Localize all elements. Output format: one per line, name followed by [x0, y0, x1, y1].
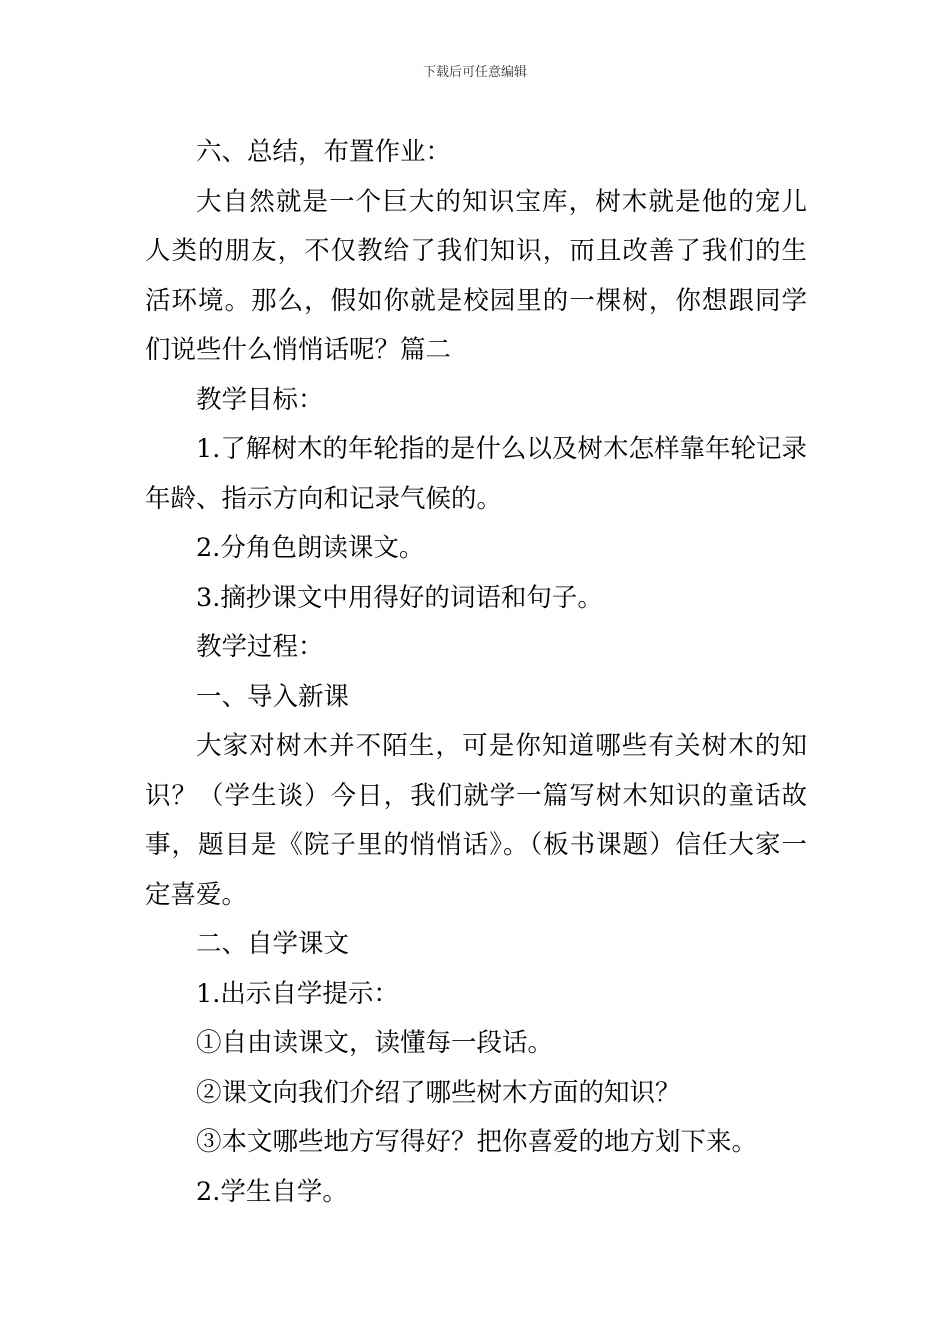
list-item: ③本文哪些地方写得好？把你喜爱的地方划下来。 — [196, 1127, 758, 1157]
list-item: 1.出示自学提示： — [196, 978, 399, 1009]
list-item: 3.摘抄课文中用得好的词语和句子。 — [196, 582, 603, 613]
list-item: 1.了解树木的年轮指的是什么以及树木怎样靠年轮记录年龄、指示方向和记录气候的。 — [145, 434, 807, 514]
list-item: ②课文向我们介绍了哪些树木方面的知识？ — [196, 1077, 681, 1108]
list-item: 2.学生自学。 — [196, 1176, 348, 1207]
section-heading-intro: 一、导入新课 — [196, 681, 350, 712]
document-body — [145, 128, 807, 1217]
list-item: ①自由读课文，读懂每一段话。 — [196, 1028, 554, 1058]
body-paragraph: 大自然就是一个巨大的知识宝库，树木就是他的宠儿人类的朋友，不仅教给了我们知识，而且改善了我们的生活环境。那么，假如你就是校园里的一棵树，你想跟同学们说些什么悄悄话呢？篇二 — [145, 186, 807, 365]
page-header: 下载后可任意编辑 — [422, 65, 527, 80]
section-heading-objectives: 教学目标： — [196, 384, 324, 415]
list-item: 2.分角色朗读课文。 — [196, 533, 425, 563]
section-heading-process: 教学过程： — [196, 632, 324, 662]
body-paragraph: 大家对树木并不陌生，可是你知道哪些有关树木的知识？（学生谈）今日，我们就学一篇写树木知识的童话故事，题目是《院子里的悄悄话》。（板书课题）信任大家一定喜爱。 — [145, 731, 807, 910]
section-heading-summary: 六、总结，布置作业： — [196, 137, 452, 167]
section-heading-self-study: 二、自学课文 — [196, 929, 350, 959]
